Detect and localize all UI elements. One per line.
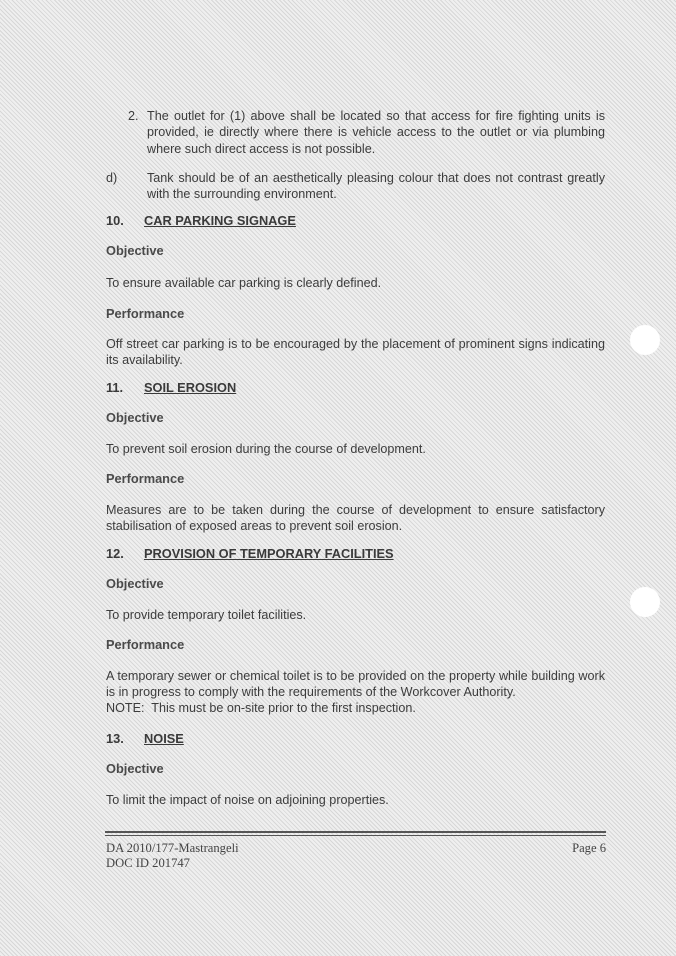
section-heading-noise [106,731,184,747]
performance-label: Performance [106,306,185,321]
objective-label: Objective [106,410,164,425]
list-item-text: The outlet for (1) above shall be located so that access for fire fighting units is provided, ie directly where there is vehicle access to the outlet or via plumbing where such direct access is not possible. [147,109,605,156]
section-number: 11. [106,380,124,395]
performance-text: A temporary sewer or chemical toilet is to be provided on the property while building work is in progress to comply with the requirements of the Workcover Authority. [106,669,605,700]
objective-label: Objective [106,761,164,776]
section-heading-temporary-facilities [106,546,394,562]
section-title: PROVISION OF TEMPORARY FACILITIES [144,546,394,561]
objective-text: To limit the impact of noise on adjoining properties. [106,793,389,807]
item-d-text: Tank should be of an aesthetically pleasing colour that does not contrast greatly with the surrounding environment. [147,171,605,202]
section-title: CAR PARKING SIGNAGE [144,213,296,228]
performance-label: Performance [106,637,185,652]
footer-rule-thin [105,835,606,836]
objective-text: To ensure available car parking is clearly defined. [106,276,382,290]
section-title: SOIL EROSION [144,380,237,395]
item-d-label: d) [106,171,118,185]
punch-hole-bottom [630,587,660,617]
section-number: 10. [106,213,124,228]
footer-reference: DA 2010/177-Mastrangeli [106,841,239,855]
footer-doc-id: DOC ID 201747 [106,856,190,870]
punch-hole-top [630,325,660,355]
objective-label: Objective [106,243,164,258]
section-number: 12. [106,546,124,561]
performance-label: Performance [106,471,185,486]
objective-text: To prevent soil erosion during the course of development. [106,442,426,456]
objective-text: To provide temporary toilet facilities. [106,608,307,622]
performance-text: Measures are to be taken during the course of development to ensure satisfactory stabilisation of exposed areas to prevent soil erosion. [106,503,605,534]
note-text: NOTE: This must be on-site prior to the first inspection. [106,701,416,715]
section-title: NOISE [144,731,184,746]
objective-label: Objective [106,576,164,591]
performance-text: Off street car parking is to be encouraged by the placement of prominent signs indicating its availability. [106,337,605,368]
section-number: 13. [106,731,124,746]
footer-page-number: Page 6 [572,841,606,855]
list-item-number: 2. [128,109,139,123]
section-heading-car-parking [106,213,296,229]
footer-rule [105,831,606,833]
section-heading-soil-erosion [106,380,236,396]
